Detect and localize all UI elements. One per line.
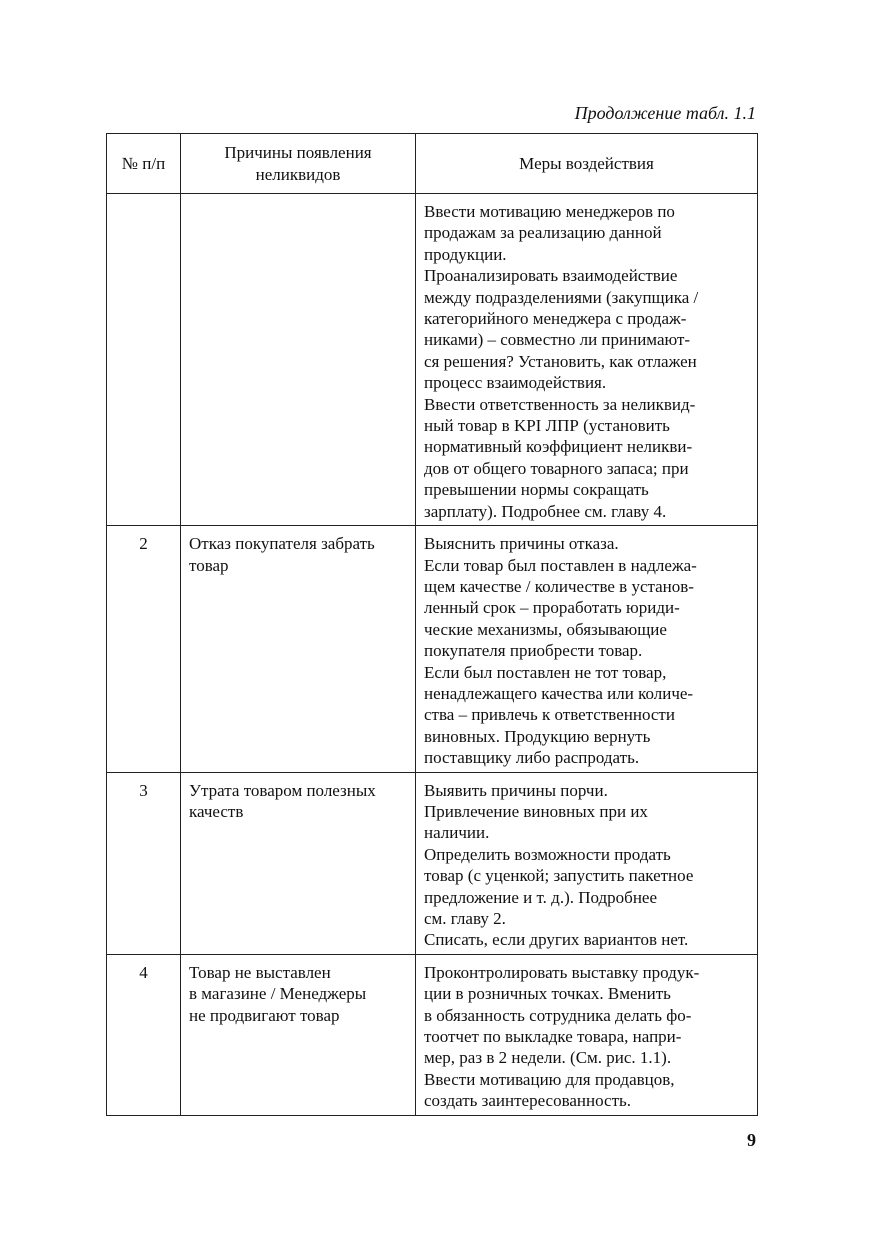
cause-line: товар	[189, 555, 229, 575]
measure-line: создать заинтересованность.	[424, 1091, 632, 1111]
measure-line: Если был поставлен не тот товар,	[424, 662, 667, 682]
cause-line: качеств	[189, 801, 244, 821]
measure-line: продукции.	[424, 244, 507, 264]
row-number-cell: 3	[107, 772, 181, 954]
header-causes	[181, 134, 416, 194]
measure-line: процесс взаимодействия.	[424, 373, 607, 393]
cause-line: Утрата товаром полезных	[189, 780, 376, 800]
measure-line: предложение и т. д.). Подробнее	[424, 887, 658, 907]
measure-line: Ввести мотивацию менеджеров по	[424, 202, 675, 221]
measures-cell	[416, 526, 758, 772]
measure-line: Если товар был поставлен в надлежа-	[424, 555, 697, 575]
row-number-cell: 2	[107, 526, 181, 772]
measure-line: зарплату). Подробнее см. главу 4.	[424, 501, 667, 521]
measure-line: нормативный коэффициент неликви-	[424, 437, 693, 457]
table-header-row	[107, 134, 758, 194]
measure-line: никами) – совместно ли принимают-	[424, 330, 691, 350]
header-number	[107, 134, 181, 194]
measure-line: товар (с уценкой; запустить пакетное	[424, 866, 694, 886]
measure-line: ся решения? Установить, как отлажен	[424, 351, 697, 371]
measure-line: превышении нормы сокращать	[424, 480, 649, 500]
measure-line: ческие механизмы, обязывающие	[424, 619, 667, 639]
measure-line: поставщику либо распродать.	[424, 748, 640, 768]
cause-cell	[181, 954, 416, 1115]
measure-line: Проанализировать взаимодействие	[424, 266, 678, 286]
header-line: № п/п	[121, 153, 166, 173]
header-measures	[416, 134, 758, 194]
row-number-cell	[107, 194, 181, 526]
measure-line: тоотчет по выкладке товара, напри-	[424, 1027, 682, 1047]
measure-line: дов от общего товарного запаса; при	[424, 458, 689, 478]
measure-line: Ввести мотивацию для продавцов,	[424, 1069, 675, 1089]
measure-line: Определить возможности продать	[424, 844, 671, 864]
row-number-cell: 4	[107, 954, 181, 1115]
measure-line: Ввести ответственность за неликвид-	[424, 394, 696, 414]
measures-cell	[416, 772, 758, 954]
measures-cell	[416, 954, 758, 1115]
measure-line: в обязанность сотрудника делать фо-	[424, 1005, 692, 1025]
cause-line: в магазине / Менеджеры	[189, 984, 367, 1004]
measures-cell	[416, 194, 758, 526]
measure-line: Проконтролировать выставку продук-	[424, 962, 700, 982]
cause-cell	[181, 526, 416, 772]
table-row	[107, 772, 758, 954]
measure-line: Выяснить причины отказа.	[424, 534, 619, 554]
header-line: Причины появления	[224, 143, 372, 163]
measure-line: ненадлежащего качества или количе-	[424, 683, 694, 703]
header-line: Меры воздействия	[519, 153, 654, 173]
measure-line: щем качестве / количестве в установ-	[424, 576, 694, 596]
measures-table-container	[106, 133, 758, 1116]
measure-line: Выявить причины порчи.	[424, 780, 608, 800]
measure-line: покупателя приобрести товар.	[424, 641, 643, 661]
measure-line: между подразделениями (закупщика /	[424, 287, 699, 307]
cause-line: Товар не выставлен	[189, 962, 331, 982]
table-caption: Продолжение табл. 1.1	[574, 103, 756, 123]
measure-line: Списать, если других вариантов нет.	[424, 930, 689, 950]
table-row	[107, 954, 758, 1115]
cause-line: не продвигают товар	[189, 1005, 340, 1025]
measure-line: ции в розничных точках. Вменить	[424, 984, 671, 1004]
measure-line: наличии.	[424, 823, 490, 843]
header-line: неликвидов	[255, 164, 341, 184]
cause-cell	[181, 772, 416, 954]
measure-line: см. главу 2.	[424, 909, 506, 928]
measure-line: ный товар в KPI ЛПР (установить	[424, 416, 670, 436]
measure-line: ства – привлечь к ответственности	[424, 705, 675, 725]
measure-line: мер, раз в 2 недели. (См. рис. 1.1).	[424, 1048, 672, 1068]
measure-line: продажам за реализацию данной	[424, 223, 662, 243]
page-number: 9	[747, 1130, 756, 1150]
measure-line: виновных. Продукцию вернуть	[424, 726, 651, 746]
cause-line: Отказ покупателя забрать	[189, 534, 375, 554]
measure-line: ленный срок – проработать юриди-	[424, 598, 680, 618]
measure-line: категорийного менеджера с продаж-	[424, 309, 687, 329]
measures-table	[106, 133, 758, 1116]
table-row	[107, 526, 758, 772]
cause-cell	[181, 194, 416, 526]
table-row	[107, 194, 758, 526]
measure-line: Привлечение виновных при их	[424, 801, 648, 821]
